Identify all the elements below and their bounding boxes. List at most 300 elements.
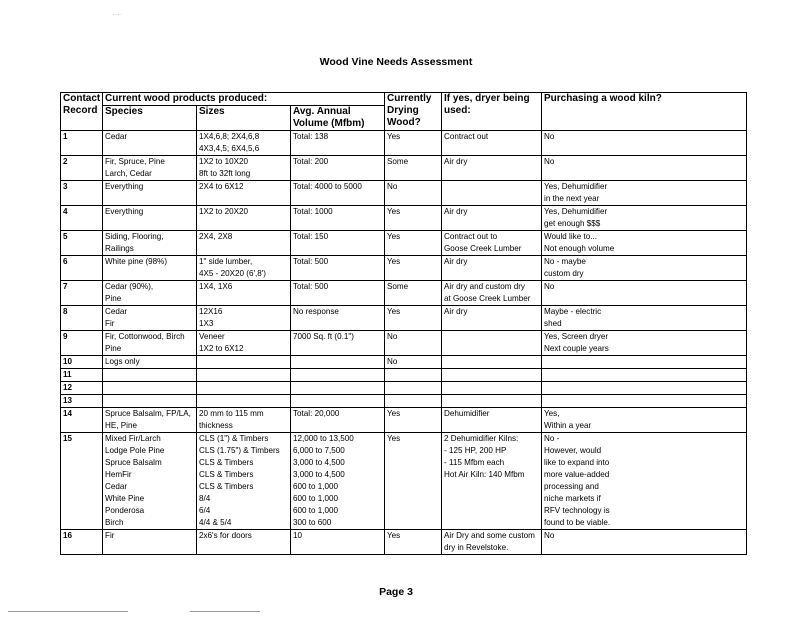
table-row	[61, 181, 747, 206]
current-products-header: Current wood products produced:	[103, 93, 385, 106]
kiln-line: Maybe - electric	[544, 307, 602, 316]
dryer-cell	[442, 131, 542, 156]
volume-cell	[291, 306, 385, 331]
sizes-line	[199, 382, 288, 394]
table-row	[61, 382, 747, 395]
dryer-line	[444, 218, 539, 230]
sizes-cell	[197, 156, 291, 181]
drying-line: Yes	[387, 409, 401, 418]
dryer-line	[444, 268, 539, 280]
sizes-cell	[197, 231, 291, 256]
species-line	[105, 382, 194, 394]
sizes-line: 2X4 to 6X12	[199, 182, 244, 191]
sizes-cell	[197, 369, 291, 382]
species-cell	[103, 131, 197, 156]
dryer-header: If yes, dryer being used:	[442, 93, 542, 131]
kiln-line: Within a year	[544, 421, 592, 430]
volume-line: 600 to 1,000	[293, 506, 339, 515]
volume-cell	[291, 395, 385, 408]
dryer-cell	[442, 231, 542, 256]
kiln-line: No	[544, 531, 555, 540]
dryer-cell	[442, 281, 542, 306]
sizes-line: 4/4 & 5/4	[199, 518, 232, 527]
kiln-line: No	[544, 132, 555, 141]
drying-cell	[385, 231, 442, 256]
kiln-line: Yes, Dehumidifier	[544, 182, 608, 191]
kiln-line	[544, 395, 744, 407]
table-row	[61, 408, 747, 433]
sizes-cell	[197, 408, 291, 433]
sizes-line: 1X2 to 10X20	[199, 157, 249, 166]
sizes-line	[199, 542, 288, 554]
sizes-line: CLS & Timbers	[199, 458, 254, 467]
sizes-line: CLS (1.75") & Timbers	[199, 446, 280, 455]
kiln-line: custom dry	[544, 269, 584, 278]
sizes-line: 1X4, 1X6	[199, 282, 233, 291]
kiln-line: Yes,	[544, 409, 560, 418]
kiln-cell	[542, 382, 747, 395]
drying-line: Yes	[387, 132, 401, 141]
dryer-line: Goose Creek Lumber	[444, 244, 522, 253]
sizes-line	[199, 395, 288, 407]
volume-line: Total: 500	[293, 282, 329, 291]
sizes-line: 1X2 to 6X12	[199, 344, 244, 353]
species-cell	[103, 433, 197, 530]
kiln-line: No -	[544, 434, 560, 443]
dryer-cell	[442, 181, 542, 206]
volume-line	[293, 542, 382, 554]
table-row	[61, 256, 747, 281]
sizes-cell	[197, 382, 291, 395]
species-cell	[103, 369, 197, 382]
record-number-cell: 6	[61, 256, 103, 281]
record-number-cell: 9	[61, 331, 103, 356]
drying-line: Yes	[387, 307, 401, 316]
kiln-line: No	[544, 157, 555, 166]
kiln-line	[544, 168, 744, 180]
drying-cell	[385, 356, 442, 369]
species-cell	[103, 256, 197, 281]
kiln-line: Yes, Dehumidifier	[544, 207, 608, 216]
sizes-line: 2x6's for doors	[199, 531, 252, 540]
drying-cell	[385, 369, 442, 382]
drying-line	[387, 243, 439, 255]
species-line: Ponderosa	[105, 506, 145, 515]
species-line: Cedar (90%),	[105, 282, 154, 291]
sizes-line	[199, 369, 288, 381]
volume-cell	[291, 256, 385, 281]
dryer-line	[444, 356, 539, 368]
drying-cell	[385, 433, 442, 530]
drying-line: No	[387, 357, 398, 366]
volume-line	[293, 268, 382, 280]
table-row	[61, 131, 747, 156]
volume-cell	[291, 408, 385, 433]
table-row	[61, 395, 747, 408]
dryer-line: Air dry and custom dry	[444, 282, 525, 291]
record-number-cell: 11	[61, 369, 103, 382]
drying-line	[387, 143, 439, 155]
kiln-cell	[542, 231, 747, 256]
volume-line: Total: 500	[293, 257, 329, 266]
sizes-line: 1X3	[199, 319, 214, 328]
kiln-cell	[542, 408, 747, 433]
volume-line: 6,000 to 7,500	[293, 446, 345, 455]
dryer-line	[444, 369, 539, 381]
dryer-line: Dehumidifier	[444, 409, 490, 418]
volume-cell	[291, 331, 385, 356]
drying-line: Some	[387, 157, 409, 166]
volume-line	[293, 168, 382, 180]
kiln-cell	[542, 256, 747, 281]
scan-speck: - ·-·	[113, 12, 122, 18]
kiln-cell	[542, 156, 747, 181]
sizes-line: 1X2 to 20X20	[199, 207, 249, 216]
kiln-line: RFV technology is	[544, 506, 610, 515]
drying-line	[387, 343, 439, 355]
volume-cell	[291, 181, 385, 206]
drying-cell	[385, 156, 442, 181]
dryer-line: - 115 Mfbm each	[444, 458, 505, 467]
dryer-line: Air dry	[444, 257, 468, 266]
drying-line	[387, 369, 439, 381]
drying-cell	[385, 206, 442, 231]
volume-line: Total: 200	[293, 157, 329, 166]
volume-header: Avg. Annual Volume (Mfbm)	[291, 106, 385, 131]
species-line: Fir, Cottonwood, Birch	[105, 332, 185, 341]
volume-line	[293, 382, 382, 394]
dryer-line	[444, 181, 539, 193]
species-line: Cedar	[105, 307, 128, 316]
dryer-cell	[442, 206, 542, 231]
sizes-cell	[197, 433, 291, 530]
dryer-cell	[442, 331, 542, 356]
dryer-line	[444, 331, 539, 343]
record-number-cell: 5	[61, 231, 103, 256]
species-line: HemFir	[105, 470, 132, 479]
drying-line	[387, 193, 439, 205]
drying-line	[387, 395, 439, 407]
kiln-line: like to expand into	[544, 458, 610, 467]
dryer-cell	[442, 408, 542, 433]
scan-line-mark	[8, 611, 128, 612]
species-line	[105, 268, 194, 280]
sizes-line: 20 mm to 115 mm	[199, 409, 264, 418]
dryer-line	[444, 382, 539, 394]
sizes-cell	[197, 131, 291, 156]
volume-line	[293, 318, 382, 330]
species-line: Logs only	[105, 357, 140, 366]
sizes-cell	[197, 181, 291, 206]
species-line: Everything	[105, 207, 144, 216]
drying-line: Yes	[387, 434, 401, 443]
volume-line	[293, 343, 382, 355]
species-line	[105, 395, 194, 407]
sizes-cell	[197, 356, 291, 369]
species-line: Birch	[105, 518, 124, 527]
species-cell	[103, 331, 197, 356]
sizes-line	[199, 243, 288, 255]
volume-line: Total: 4000 to 5000	[293, 182, 362, 191]
volume-line	[293, 369, 382, 381]
species-line	[105, 143, 194, 155]
drying-line: Yes	[387, 232, 401, 241]
species-line	[105, 369, 194, 381]
drying-cell	[385, 408, 442, 433]
volume-line: 600 to 1,000	[293, 494, 339, 503]
kiln-line: Would like to...	[544, 232, 597, 241]
table-row	[61, 306, 747, 331]
kiln-line: No - maybe	[544, 257, 586, 266]
species-cell	[103, 181, 197, 206]
dryer-line: Contract out to	[444, 232, 498, 241]
sizes-cell	[197, 306, 291, 331]
dryer-line: at Goose Creek Lumber	[444, 294, 531, 303]
dryer-line	[444, 318, 539, 330]
dryer-line	[444, 168, 539, 180]
dryer-cell	[442, 395, 542, 408]
kiln-line: No	[544, 282, 555, 291]
sizes-line: 2X4, 2X8	[199, 232, 233, 241]
species-line	[105, 542, 194, 554]
volume-line: 7000 Sq. ft (0.1")	[293, 332, 354, 341]
volume-cell	[291, 356, 385, 369]
kiln-cell	[542, 530, 747, 555]
drying-line	[387, 382, 439, 394]
species-line: Cedar	[105, 482, 128, 491]
species-line: Fir	[105, 531, 115, 540]
kiln-line: Next couple years	[544, 344, 609, 353]
volume-line	[293, 143, 382, 155]
species-line: Spruce Balsalm	[105, 458, 162, 467]
volume-cell	[291, 281, 385, 306]
species-line: White Pine	[105, 494, 145, 503]
volume-cell	[291, 206, 385, 231]
volume-line	[293, 395, 382, 407]
dryer-line: dry in Revelstoke.	[444, 543, 509, 552]
table-row	[61, 530, 747, 555]
sizes-line: 1" side lumber,	[199, 257, 253, 266]
dryer-cell	[442, 256, 542, 281]
sizes-line: CLS (1") & Timbers	[199, 434, 269, 443]
dryer-line	[444, 343, 539, 355]
kiln-cell	[542, 356, 747, 369]
dryer-cell	[442, 356, 542, 369]
sizes-cell	[197, 530, 291, 555]
sizes-line: 8ft to 32ft long	[199, 169, 251, 178]
record-number-cell: 13	[61, 395, 103, 408]
sizes-line: 6/4	[199, 506, 211, 515]
kiln-cell	[542, 181, 747, 206]
volume-line: 12,000 to 13,500	[293, 434, 354, 443]
species-line: White pine (98%)	[105, 257, 168, 266]
species-cell	[103, 356, 197, 369]
dryer-cell	[442, 433, 542, 530]
kiln-cell	[542, 306, 747, 331]
species-line: Siding, Flooring,	[105, 232, 164, 241]
record-number-cell: 2	[61, 156, 103, 181]
dryer-cell	[442, 530, 542, 555]
volume-line: 600 to 1,000	[293, 482, 339, 491]
species-line: HE, Pine	[105, 421, 137, 430]
drying-line	[387, 168, 439, 180]
record-number-cell: 16	[61, 530, 103, 555]
dryer-line: Hot Air Kiln: 140 Mfbm	[444, 470, 525, 479]
volume-cell	[291, 433, 385, 530]
species-line	[105, 218, 194, 230]
dryer-cell	[442, 306, 542, 331]
sizes-line	[199, 293, 288, 305]
species-line: Larch, Cedar	[105, 169, 152, 178]
needs-assessment-table	[60, 92, 747, 555]
volume-line: 10	[293, 531, 303, 540]
sizes-line: 8/4	[199, 494, 211, 503]
drying-cell	[385, 131, 442, 156]
table-row	[61, 231, 747, 256]
drying-line	[387, 318, 439, 330]
sizes-line: 4X3,4,5; 6X4,5,6	[199, 144, 260, 153]
sizes-line: CLS & Timbers	[199, 470, 254, 479]
drying-cell	[385, 395, 442, 408]
volume-cell	[291, 382, 385, 395]
page-number: Page 3	[379, 586, 413, 598]
kiln-line: shed	[544, 319, 562, 328]
species-header: Species	[103, 106, 197, 131]
table-row	[61, 206, 747, 231]
kiln-cell	[542, 131, 747, 156]
dryer-line	[444, 143, 539, 155]
sizes-cell	[197, 256, 291, 281]
drying-cell	[385, 382, 442, 395]
kiln-header: Purchasing a wood kiln?	[542, 93, 747, 131]
drying-line	[387, 445, 439, 457]
volume-line: Total: 138	[293, 132, 329, 141]
kiln-cell	[542, 369, 747, 382]
sizes-cell	[197, 395, 291, 408]
dryer-line: Air Dry and some custom	[444, 531, 535, 540]
dryer-line: - 125 HP, 200 HP	[444, 446, 507, 455]
document-title: Wood Vine Needs Assessment	[319, 56, 473, 68]
volume-line	[293, 293, 382, 305]
contact-record-header: Contact Record	[61, 93, 103, 131]
sizes-cell	[197, 331, 291, 356]
dryer-line	[444, 193, 539, 205]
species-line: Lodge Pole Pine	[105, 446, 165, 455]
species-cell	[103, 156, 197, 181]
kiln-cell	[542, 331, 747, 356]
drying-line: Yes	[387, 257, 401, 266]
volume-line	[293, 243, 382, 255]
kiln-line: more value-added	[544, 470, 610, 479]
dryer-cell	[442, 369, 542, 382]
sizes-line: 4X5 - 20X20 (6',8')	[199, 269, 266, 278]
sizes-line	[199, 218, 288, 230]
record-number-cell: 10	[61, 356, 103, 369]
volume-line: 300 to 600	[293, 518, 332, 527]
record-number-cell: 3	[61, 181, 103, 206]
kiln-line	[544, 382, 744, 394]
species-line: Spruce Balsalm, FP/LA,	[105, 409, 191, 418]
sizes-line: 1X4,6,8; 2X4,6,8	[199, 132, 260, 141]
species-line: Fir	[105, 319, 115, 328]
volume-cell	[291, 131, 385, 156]
drying-line	[387, 218, 439, 230]
record-number-cell: 14	[61, 408, 103, 433]
species-cell	[103, 306, 197, 331]
volume-line	[293, 218, 382, 230]
sizes-line: CLS & Timbers	[199, 482, 254, 491]
sizes-cell	[197, 281, 291, 306]
record-number-cell: 7	[61, 281, 103, 306]
kiln-line: in the next year	[544, 194, 600, 203]
drying-cell	[385, 181, 442, 206]
kiln-cell	[542, 206, 747, 231]
species-cell	[103, 281, 197, 306]
record-number-cell: 1	[61, 131, 103, 156]
table-row	[61, 356, 747, 369]
species-cell	[103, 530, 197, 555]
kiln-line	[544, 542, 744, 554]
table-row	[61, 281, 747, 306]
drying-line: Some	[387, 282, 409, 291]
species-line: Pine	[105, 344, 122, 353]
species-line: Fir, Spruce, Pine	[105, 157, 165, 166]
dryer-line: Air dry	[444, 157, 468, 166]
volume-cell	[291, 530, 385, 555]
kiln-line	[544, 356, 744, 368]
kiln-cell	[542, 433, 747, 530]
kiln-line: Not enough volume	[544, 244, 615, 253]
species-cell	[103, 382, 197, 395]
volume-line: 3,000 to 4,500	[293, 470, 345, 479]
table-body	[61, 131, 747, 555]
kiln-line: However, would	[544, 446, 602, 455]
kiln-line	[544, 369, 744, 381]
kiln-line	[544, 293, 744, 305]
species-line	[105, 193, 194, 205]
species-line: Mixed Fir/Larch	[105, 434, 161, 443]
species-cell	[103, 408, 197, 433]
dryer-cell	[442, 156, 542, 181]
volume-line	[293, 193, 382, 205]
species-cell	[103, 395, 197, 408]
dryer-line: Contract out	[444, 132, 489, 141]
drying-line	[387, 293, 439, 305]
species-line: Cedar	[105, 132, 128, 141]
drying-cell	[385, 256, 442, 281]
sizes-line: 12X16	[199, 307, 223, 316]
drying-line: Yes	[387, 207, 401, 216]
kiln-cell	[542, 281, 747, 306]
kiln-line	[544, 143, 744, 155]
drying-cell	[385, 306, 442, 331]
sizes-line	[199, 356, 288, 368]
drying-cell	[385, 331, 442, 356]
drying-line: No	[387, 182, 398, 191]
kiln-line: processing and	[544, 482, 599, 491]
record-number-cell: 8	[61, 306, 103, 331]
scan-line-mark	[190, 611, 260, 612]
table-row	[61, 369, 747, 382]
dryer-cell	[442, 382, 542, 395]
dryer-line	[444, 420, 539, 432]
drying-line: Yes	[387, 531, 401, 540]
kiln-line: niche markets if	[544, 494, 601, 503]
dryer-line	[444, 395, 539, 407]
table-row	[61, 156, 747, 181]
species-cell	[103, 206, 197, 231]
volume-line: Total: 1000	[293, 207, 333, 216]
